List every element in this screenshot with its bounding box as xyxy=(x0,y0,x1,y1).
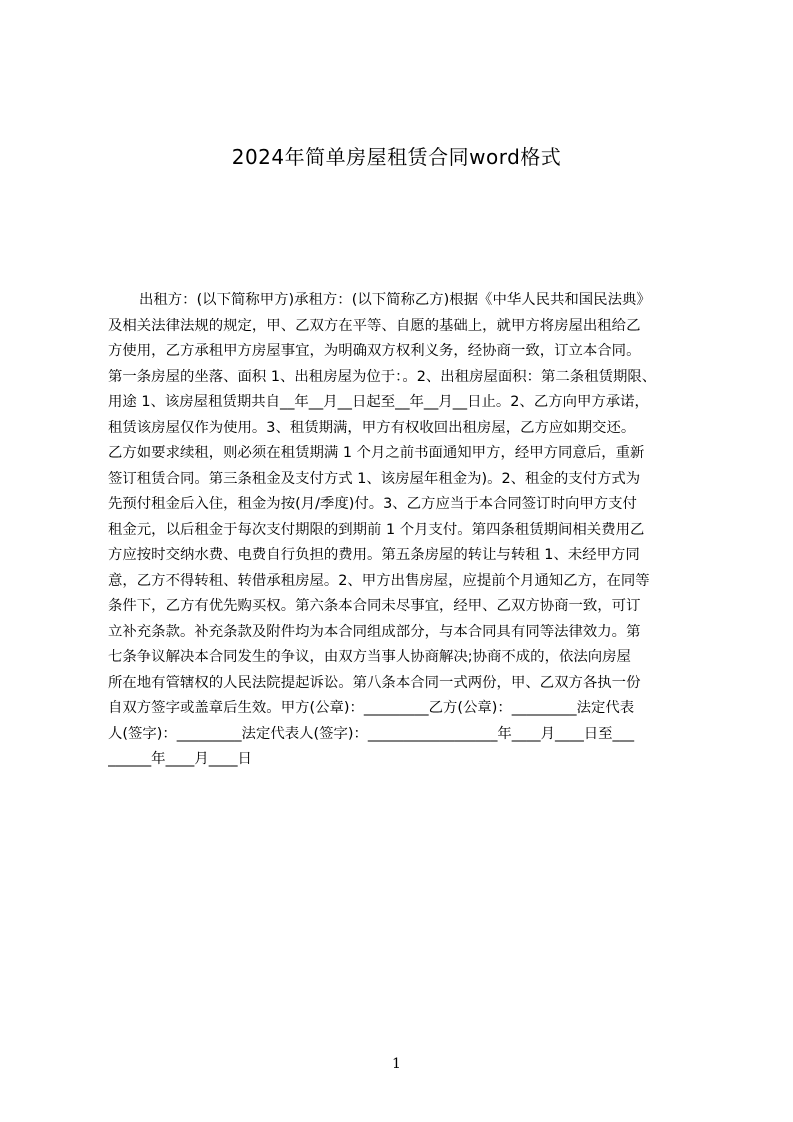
body-line-9: 先预付租金后入住，租金为按(月/季度)付。3、乙方应当于本合同签订时向甲方支付 xyxy=(108,496,637,512)
body-line-8: 签订租赁合同。第三条租金及支付方式 1、该房屋年租金为)。2、租金的支付方式为 xyxy=(108,470,641,487)
body-line-7: 乙方如要求续租，则必须在租赁期满 1 个月之前书面通知甲方，经甲方同意后，重新 xyxy=(108,445,645,461)
body-line-4: 第一条房屋的坐落、面积 1、出租房屋为位于：。2、出租房屋面积：第二条租赁期限、 xyxy=(108,368,657,385)
body-line-11: 方应按时交纳水费、电费自行负担的费用。第五条房屋的转让与转租 1、未经甲方同 xyxy=(108,547,640,563)
body-line-10: 租金元，以后租金于每次支付期限的到期前 1 个月支付。第四条租赁期间相关费用乙 xyxy=(108,521,645,538)
body-line-13: 条件下，乙方有优先购买权。第六条本合同未尽事宜，经甲、乙双方协商一致，可订 xyxy=(108,598,641,614)
body-line-18: 人(签字)：_________法定代表人(签字)：__________________年____月____日至___ xyxy=(108,725,635,742)
page-number: 1 xyxy=(392,1056,401,1072)
document-title: 2024年简单房屋租赁合同word格式 xyxy=(231,145,562,169)
body-line-3: 方使用，乙方承租甲方房屋事宜，为明确双方权利义务，经协商一致，订立本合同。 xyxy=(108,343,641,359)
body-line-16: 所在地有管辖权的人民法院提起诉讼。第八条本合同一式两份，甲、乙双方各执一份 xyxy=(108,674,641,691)
contract-body xyxy=(108,288,698,808)
body-line-12: 意，乙方不得转租、转借承租房屋。2、甲方出售房屋，应提前个月通知乙方，在同等 xyxy=(108,572,650,589)
body-line-6: 租赁该房屋仅作为使用。3、租赁期满，甲方有权收回出租房屋，乙方应如期交还。 xyxy=(108,419,636,436)
body-line-14: 立补充条款。补充条款及附件均为本合同组成部分，与本合同具有同等法律效力。第 xyxy=(108,623,641,640)
body-line-17: 自双方签字或盖章后生效。甲方(公章)：_________乙方(公章)：_________法定代表 xyxy=(108,700,635,716)
body-line-19: ______年____月____日 xyxy=(108,751,252,767)
body-line-15: 七条争议解决本合同发生的争议，由双方当事人协商解决;协商不成的，依法向房屋 xyxy=(108,649,631,665)
body-line-2: 及相关法律法规的规定，甲、乙双方在平等、自愿的基础上，就甲方将房屋出租给乙 xyxy=(108,317,641,334)
body-line-1: 出租方：(以下简称甲方)承租方：(以下简称乙方)根据《中华人民共和国民法典》 xyxy=(139,292,651,308)
body-line-5: 用途 1、该房屋租赁期共自__年__月__日起至__年__月__日止。2、乙方向甲方承诺， xyxy=(108,394,649,410)
